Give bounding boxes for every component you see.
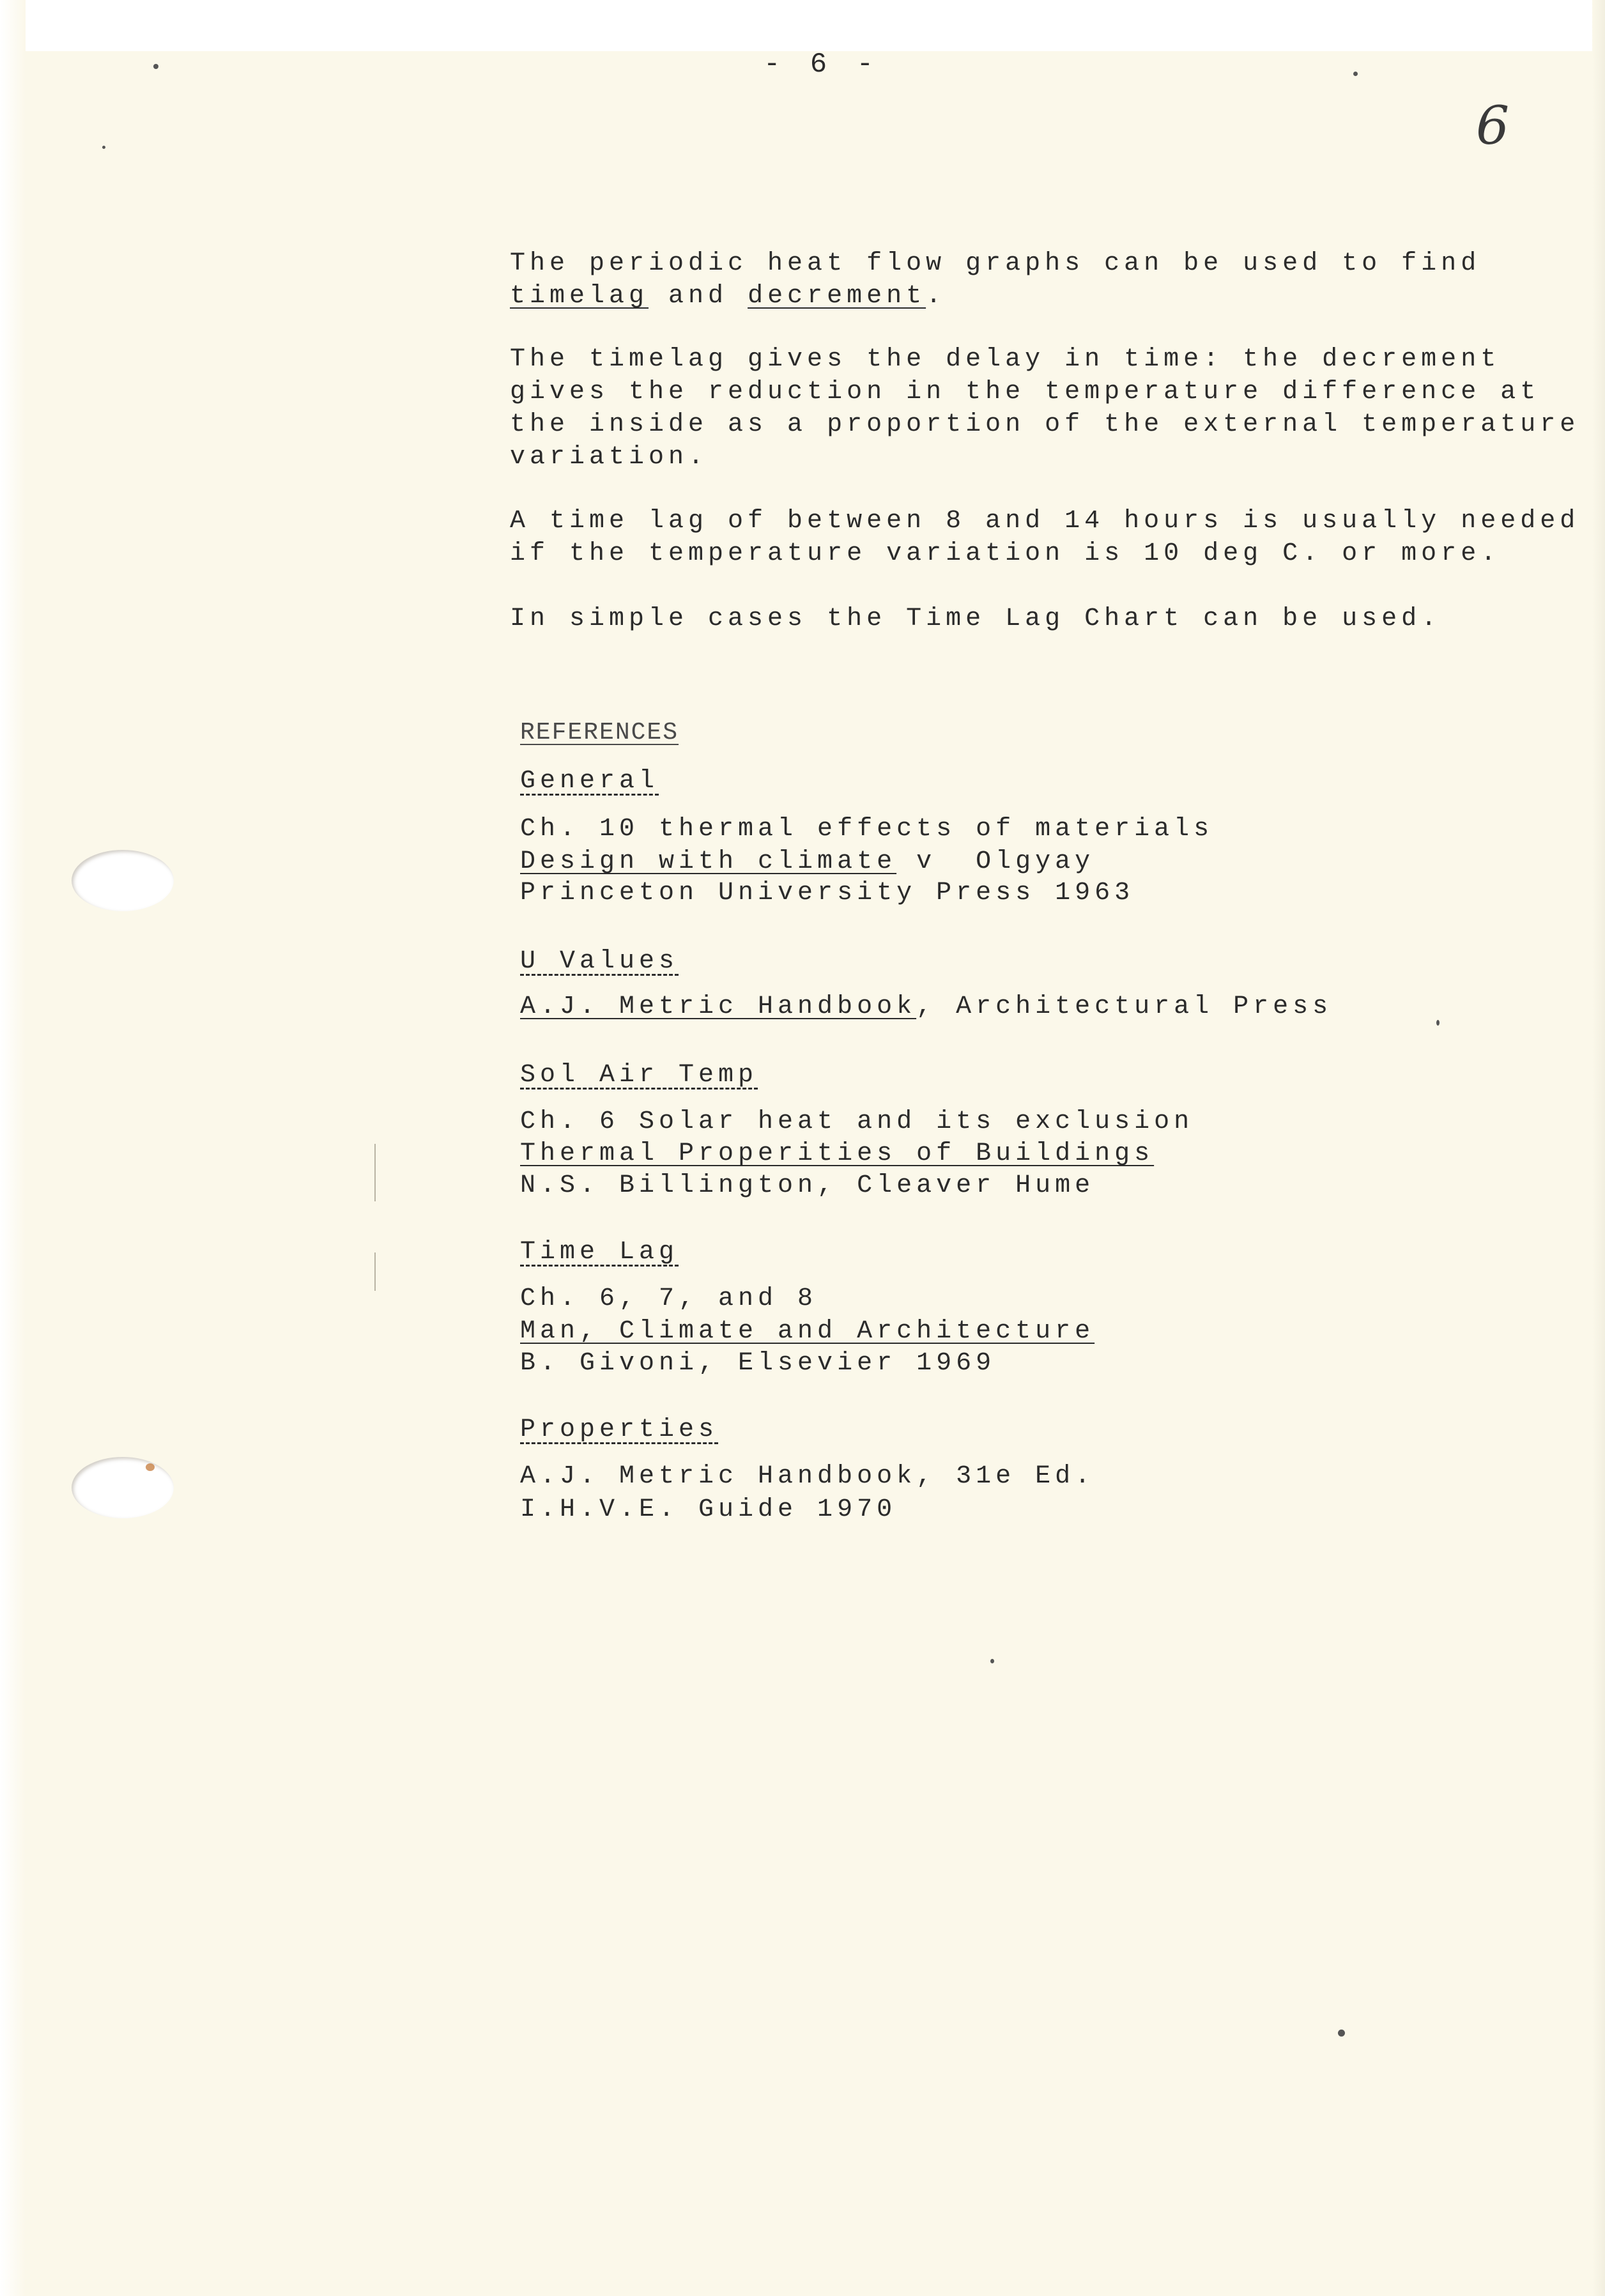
term-decrement: decrement (748, 282, 926, 311)
scan-right-edge (1592, 0, 1605, 2296)
paragraph-4-line-1: In simple cases the Time Lag Chart can be used. (510, 605, 1441, 633)
punch-hole-lower (72, 1457, 174, 1518)
references-title: REFERENCES (520, 719, 679, 746)
ref-heading-u-values: U Values (520, 947, 679, 976)
text-fragment: and (649, 282, 748, 311)
ref-time-lag-line-1: Ch. 6, 7, and 8 (520, 1284, 818, 1313)
paragraph-1-line-1: The periodic heat flow graphs can be used to find (510, 249, 1481, 278)
ref-heading-sol-air-temp: Sol Air Temp (520, 1061, 758, 1090)
punch-hole-upper (72, 850, 174, 911)
ref-general-line-2 (520, 847, 1094, 876)
scan-left-margin (0, 0, 26, 2296)
ref-properties-line-2: I.H.V.E. Guide 1970 (520, 1495, 897, 1524)
ref-heading-general: General (520, 767, 659, 796)
paragraph-1-line-2 (510, 282, 946, 311)
ref-general-book-title: Design with climate (520, 847, 897, 876)
speck (990, 1659, 994, 1663)
speck (102, 146, 105, 149)
margin-mark-line (374, 1144, 376, 1201)
term-timelag: timelag (510, 282, 649, 311)
paragraph-2-line-2: gives the reduction in the temperature difference at (510, 378, 1540, 406)
paragraph-2-line-1: The timelag gives the delay in time: the decrement (510, 345, 1501, 374)
page-header-number: - 6 - (764, 49, 880, 81)
ref-u-values-book-title: A.J. Metric Handbook (520, 992, 917, 1021)
rust-stain (146, 1463, 155, 1471)
ref-sol-air-line-3: N.S. Billington, Cleaver Hume (520, 1171, 1095, 1200)
margin-mark-line (374, 1252, 376, 1291)
ref-general-line-3: Princeton University Press 1963 (520, 879, 1135, 907)
ref-u-values-publisher: , Architectural Press (916, 992, 1333, 1021)
speck (1338, 2030, 1345, 2037)
speck (1436, 1020, 1440, 1026)
handwritten-page-number: 6 (1476, 96, 1510, 157)
ref-sol-air-book-title: Thermal Properities of Buildings (520, 1139, 1155, 1168)
ref-time-lag-line-3: B. Givoni, Elsevier 1969 (520, 1349, 996, 1378)
ref-sol-air-line-1: Ch. 6 Solar heat and its exclusion (520, 1107, 1194, 1136)
ref-time-lag-book-title: Man, Climate and Architecture (520, 1317, 1095, 1346)
paragraph-2-line-4: variation. (510, 443, 709, 472)
ref-u-values-line-1 (520, 992, 1332, 1021)
ref-general-author: v Olgyay (896, 847, 1095, 876)
ref-properties-line-1: A.J. Metric Handbook, 31e Ed. (520, 1462, 1095, 1491)
ref-general-line-1: Ch. 10 thermal effects of materials (520, 815, 1214, 844)
paragraph-3-line-2: if the temperature variation is 10 deg C. or more. (510, 539, 1501, 568)
speck (153, 64, 158, 69)
paragraph-2-line-3: the inside as a proportion of the external temperature (510, 410, 1580, 439)
ref-heading-properties: Properties (520, 1415, 719, 1444)
ref-heading-time-lag: Time Lag (520, 1238, 679, 1267)
speck (1353, 72, 1358, 76)
text-fragment: . (926, 282, 946, 311)
paragraph-3-line-1: A time lag of between 8 and 14 hours is usually needed (510, 507, 1580, 535)
scan-top-margin (0, 0, 1605, 51)
